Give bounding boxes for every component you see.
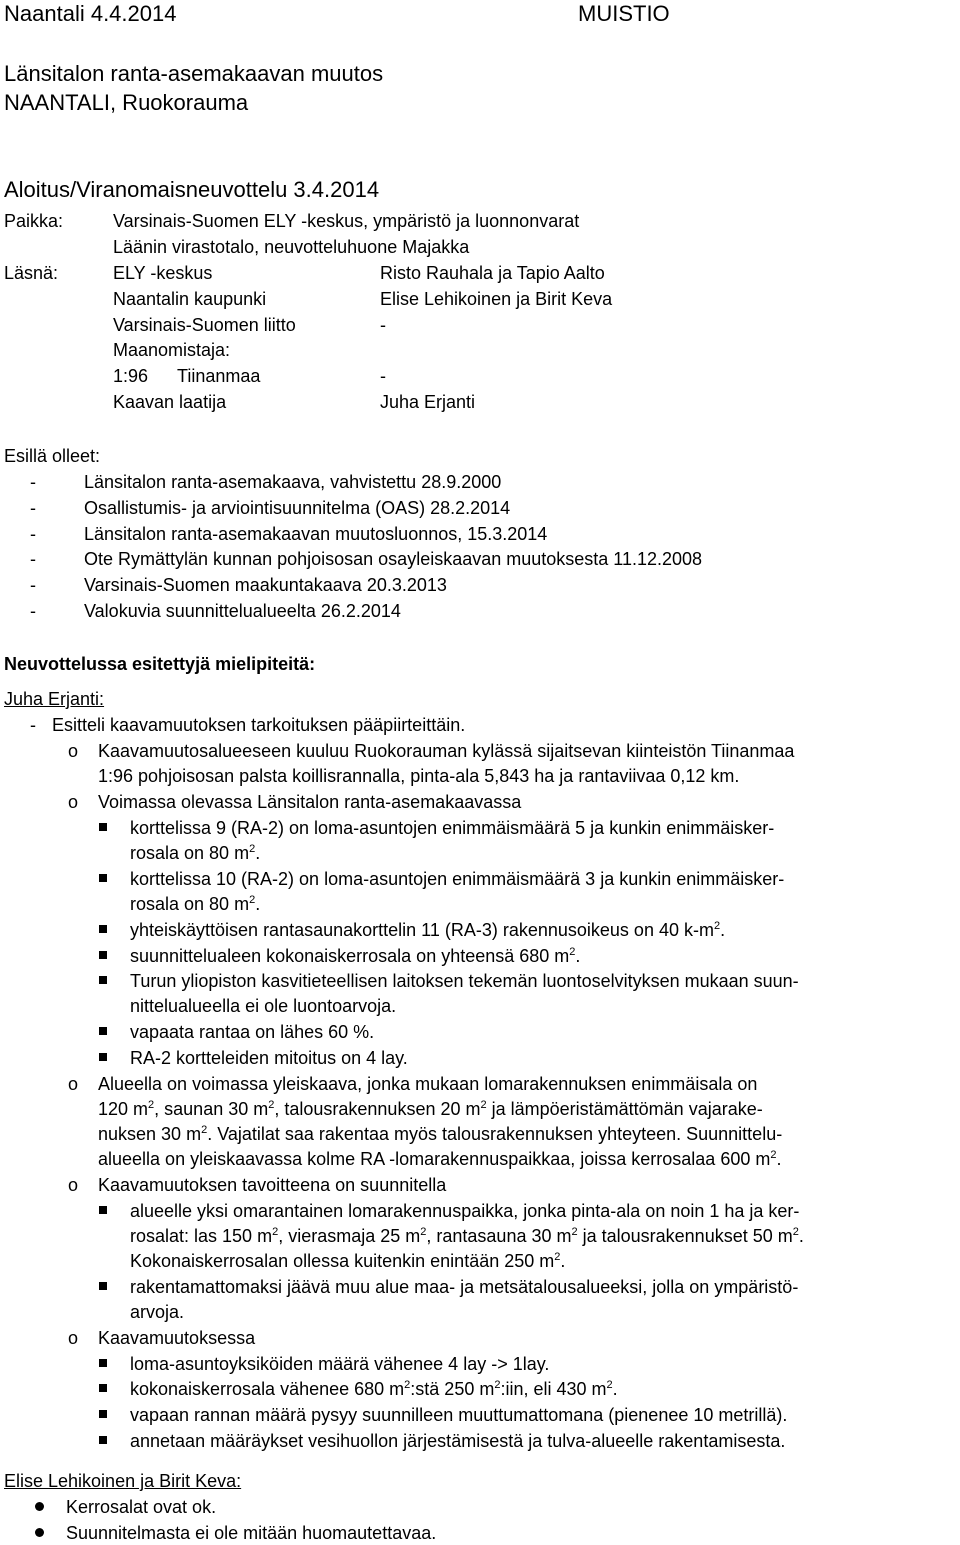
dash-marker: - [30, 549, 36, 569]
bullet-line: vapaata rantaa on lähes 60 %. [130, 1022, 375, 1042]
square-bullet [99, 951, 107, 959]
present-org-name: Tiinanmaa [177, 366, 261, 386]
square-bullet [99, 976, 107, 984]
present-people: Risto Rauhala ja Tapio Aalto [380, 263, 605, 283]
bullet-line: yhteiskäyttöisen rantasaunakorttelin 11 (RA-3) rakennusoikeus on 40 $k-m^2$. [130, 920, 726, 940]
doc-type: MUISTIO [578, 1, 670, 26]
meeting-heading: Aloitus/Viranomaisneuvottelu 3.4.2014 [4, 177, 380, 202]
dash-marker: - [30, 472, 36, 492]
bullet-line: RA-2 kortteleiden mitoitus on 4 lay. [130, 1048, 408, 1068]
present-label: Läsnä: [4, 263, 59, 283]
place-line-2: Läänin virastotalo, neuvotteluhuone Majakka [113, 237, 470, 257]
circle-marker: o [68, 1328, 79, 1348]
square-bullet [99, 1282, 107, 1290]
place-label: Paikka: [4, 211, 64, 231]
present-people: Juha Erjanti [380, 392, 476, 412]
dash-marker: - [30, 524, 36, 544]
present-org: Varsinais-Suomen liitto [113, 315, 296, 335]
square-bullet [99, 1027, 107, 1035]
circle-marker: o [68, 1175, 79, 1195]
bullet-line: suunnittelualeen kokonaiskerrosala on yhteensä 680 $m^2$. [130, 946, 581, 966]
bullet-line: kokonaiskerrosala vähenee 680 $m^2:stä$ 250 $m^2:iin$, eli 430 $m^2$. [130, 1379, 618, 1399]
doc-item: Länsitalon ranta-asemakaavan muutosluonnos, 15.3.2014 [84, 524, 548, 544]
dash-marker: - [30, 601, 36, 621]
bullet-line: korttelissa 10 (RA-2) on loma-asuntojen enimmäismäärä 3 ja kunkin enimmäisker- [130, 869, 785, 889]
square-bullet [99, 874, 107, 882]
present-org: ELY -keskus [113, 263, 213, 283]
bullet-line: vapaan rannan määrä pysyy suunnilleen muuttumattomana (pienenee 10 metrillä). [130, 1405, 788, 1425]
paragraph-line: alueella on yleiskaavassa kolme RA -lomarakennuspaikkaa, joissa kerrosalaa 600 $m^2$. [98, 1149, 782, 1169]
doc-item: Osallistumis- ja arviointisuunnitelma (OAS) 28.2.2014 [84, 498, 511, 518]
bullet-line: Suunnitelmasta ei ole mitään huomautettavaa. [66, 1523, 437, 1543]
square-bullet [99, 1206, 107, 1214]
round-bullet [35, 1528, 44, 1537]
header-date: Naantali 4.4.2014 [4, 1, 177, 26]
bullet-line: annetaan määräykset vesihuollon järjestämisestä ja tulva-alueelle rakentamisesta. [130, 1431, 786, 1451]
present-people: - [380, 315, 386, 335]
place-line-1: Varsinais-Suomen ELY -keskus, ympäristö ja luonnonvarat [113, 211, 580, 231]
paragraph-line: Kaavamuutosalueeseen kuuluu Ruokorauman kylässä sijaitsevan kiinteistön Tiinanmaa [98, 741, 795, 761]
opinions-heading: Neuvottelussa esitettyjä mielipiteitä: [4, 654, 316, 674]
bullet-line: loma-asuntoyksiköiden määrä vähenee 4 lay -> 1lay. [130, 1354, 550, 1374]
doc-item: Varsinais-Suomen maakuntakaava 20.3.2013 [84, 575, 447, 595]
dash-marker: - [30, 575, 36, 595]
square-bullet [99, 1384, 107, 1392]
round-bullet [35, 1502, 44, 1511]
speaker-2: Elise Lehikoinen ja Birit Keva: [4, 1471, 242, 1491]
bullet-line: Kerrosalat ovat ok. [66, 1497, 217, 1517]
present-org: Maanomistaja: [113, 340, 231, 360]
paragraph-line: Kaavamuutoksen tavoitteena on suunnitella [98, 1175, 447, 1195]
paragraph-line: 1:96 pohjoisosan palsta koillisrannalla, pinta-ala 5,843 ha ja rantaviivaa 0,12 km. [98, 766, 740, 786]
dash-marker: - [30, 498, 36, 518]
present-people: - [380, 366, 386, 386]
circle-marker: o [68, 792, 79, 812]
paragraph-line: Voimassa olevassa Länsitalon ranta-asemakaavassa [98, 792, 522, 812]
square-bullet [99, 925, 107, 933]
paragraph-line: Kaavamuutoksessa [98, 1328, 256, 1348]
present-org: Naantalin kaupunki [113, 289, 267, 309]
square-bullet [99, 1053, 107, 1061]
bullet-line: alueelle yksi omarantainen lomarakennuspaikka, jonka pinta-ala on noin 1 ha ja ker- [130, 1201, 800, 1221]
bullet-line: arvoja. [130, 1302, 185, 1322]
present-org: Kaavan laatija [113, 392, 227, 412]
bullet-line: rosala on 80 $m^2$. [130, 894, 261, 914]
present-people: Elise Lehikoinen ja Birit Keva [380, 289, 613, 309]
title-line-2: NAANTALI, Ruokorauma [4, 90, 249, 115]
square-bullet [99, 1410, 107, 1418]
circle-marker: o [68, 741, 79, 761]
square-bullet [99, 1436, 107, 1444]
circle-marker: o [68, 1074, 79, 1094]
bullet-line: Kokonaiskerrosalan ollessa kuitenkin enintään 250 $m^2$. [130, 1251, 566, 1271]
square-bullet [99, 823, 107, 831]
bullet-line: nittelualueella ei ole luontoarvoja. [130, 996, 397, 1016]
bullet-line: rosalat: las 150 $m^2$, vierasmaja 25 $m^2$, rantasauna 30 $m^2$ ja talousrakennukset 50 $m^2$. [130, 1226, 804, 1246]
present-org: 1:96 [113, 366, 149, 386]
speaker-1-intro: Esitteli kaavamuutoksen tarkoituksen pääpiirteittäin. [52, 715, 466, 735]
paragraph-line: 120 $m^2$, saunan 30 $m^2$, talousrakennuksen 20 $m^2$ ja lämpöeristämättömän vajarake- [98, 1099, 763, 1119]
bullet-line: korttelissa 9 (RA-2) on loma-asuntojen enimmäismäärä 5 ja kunkin enimmäisker- [130, 818, 775, 838]
dash-marker: - [30, 715, 36, 735]
speaker-1: Juha Erjanti: [4, 689, 105, 709]
paragraph-line: Alueella on voimassa yleiskaava, jonka mukaan lomarakennuksen enimmäisala on [98, 1074, 758, 1094]
square-bullet [99, 1359, 107, 1367]
title-line-1: Länsitalon ranta-asemakaavan muutos [4, 61, 384, 86]
doc-item: Ote Rymättylän kunnan pohjoisosan osayleiskaavan muutoksesta 11.12.2008 [84, 549, 703, 569]
doc-item: Valokuvia suunnittelualueelta 26.2.2014 [84, 601, 401, 621]
docs-heading: Esillä olleet: [4, 446, 101, 466]
doc-item: Länsitalon ranta-asemakaava, vahvistettu 28.9.2000 [84, 472, 502, 492]
paragraph-line: nuksen 30 $m^2$. Vajatilat saa rakentaa myös talousrakennuksen yhteyteen. Suunnittelu- [98, 1124, 783, 1144]
bullet-line: Turun yliopiston kasvitieteellisen laitoksen tekemän luontoselvityksen mukaan suun- [130, 971, 799, 991]
bullet-line: rakentamattomaksi jäävä muu alue maa- ja metsätalousalueeksi, jolla on ympäristö- [130, 1277, 799, 1297]
bullet-line: rosala on 80 $m^2$. [130, 843, 261, 863]
